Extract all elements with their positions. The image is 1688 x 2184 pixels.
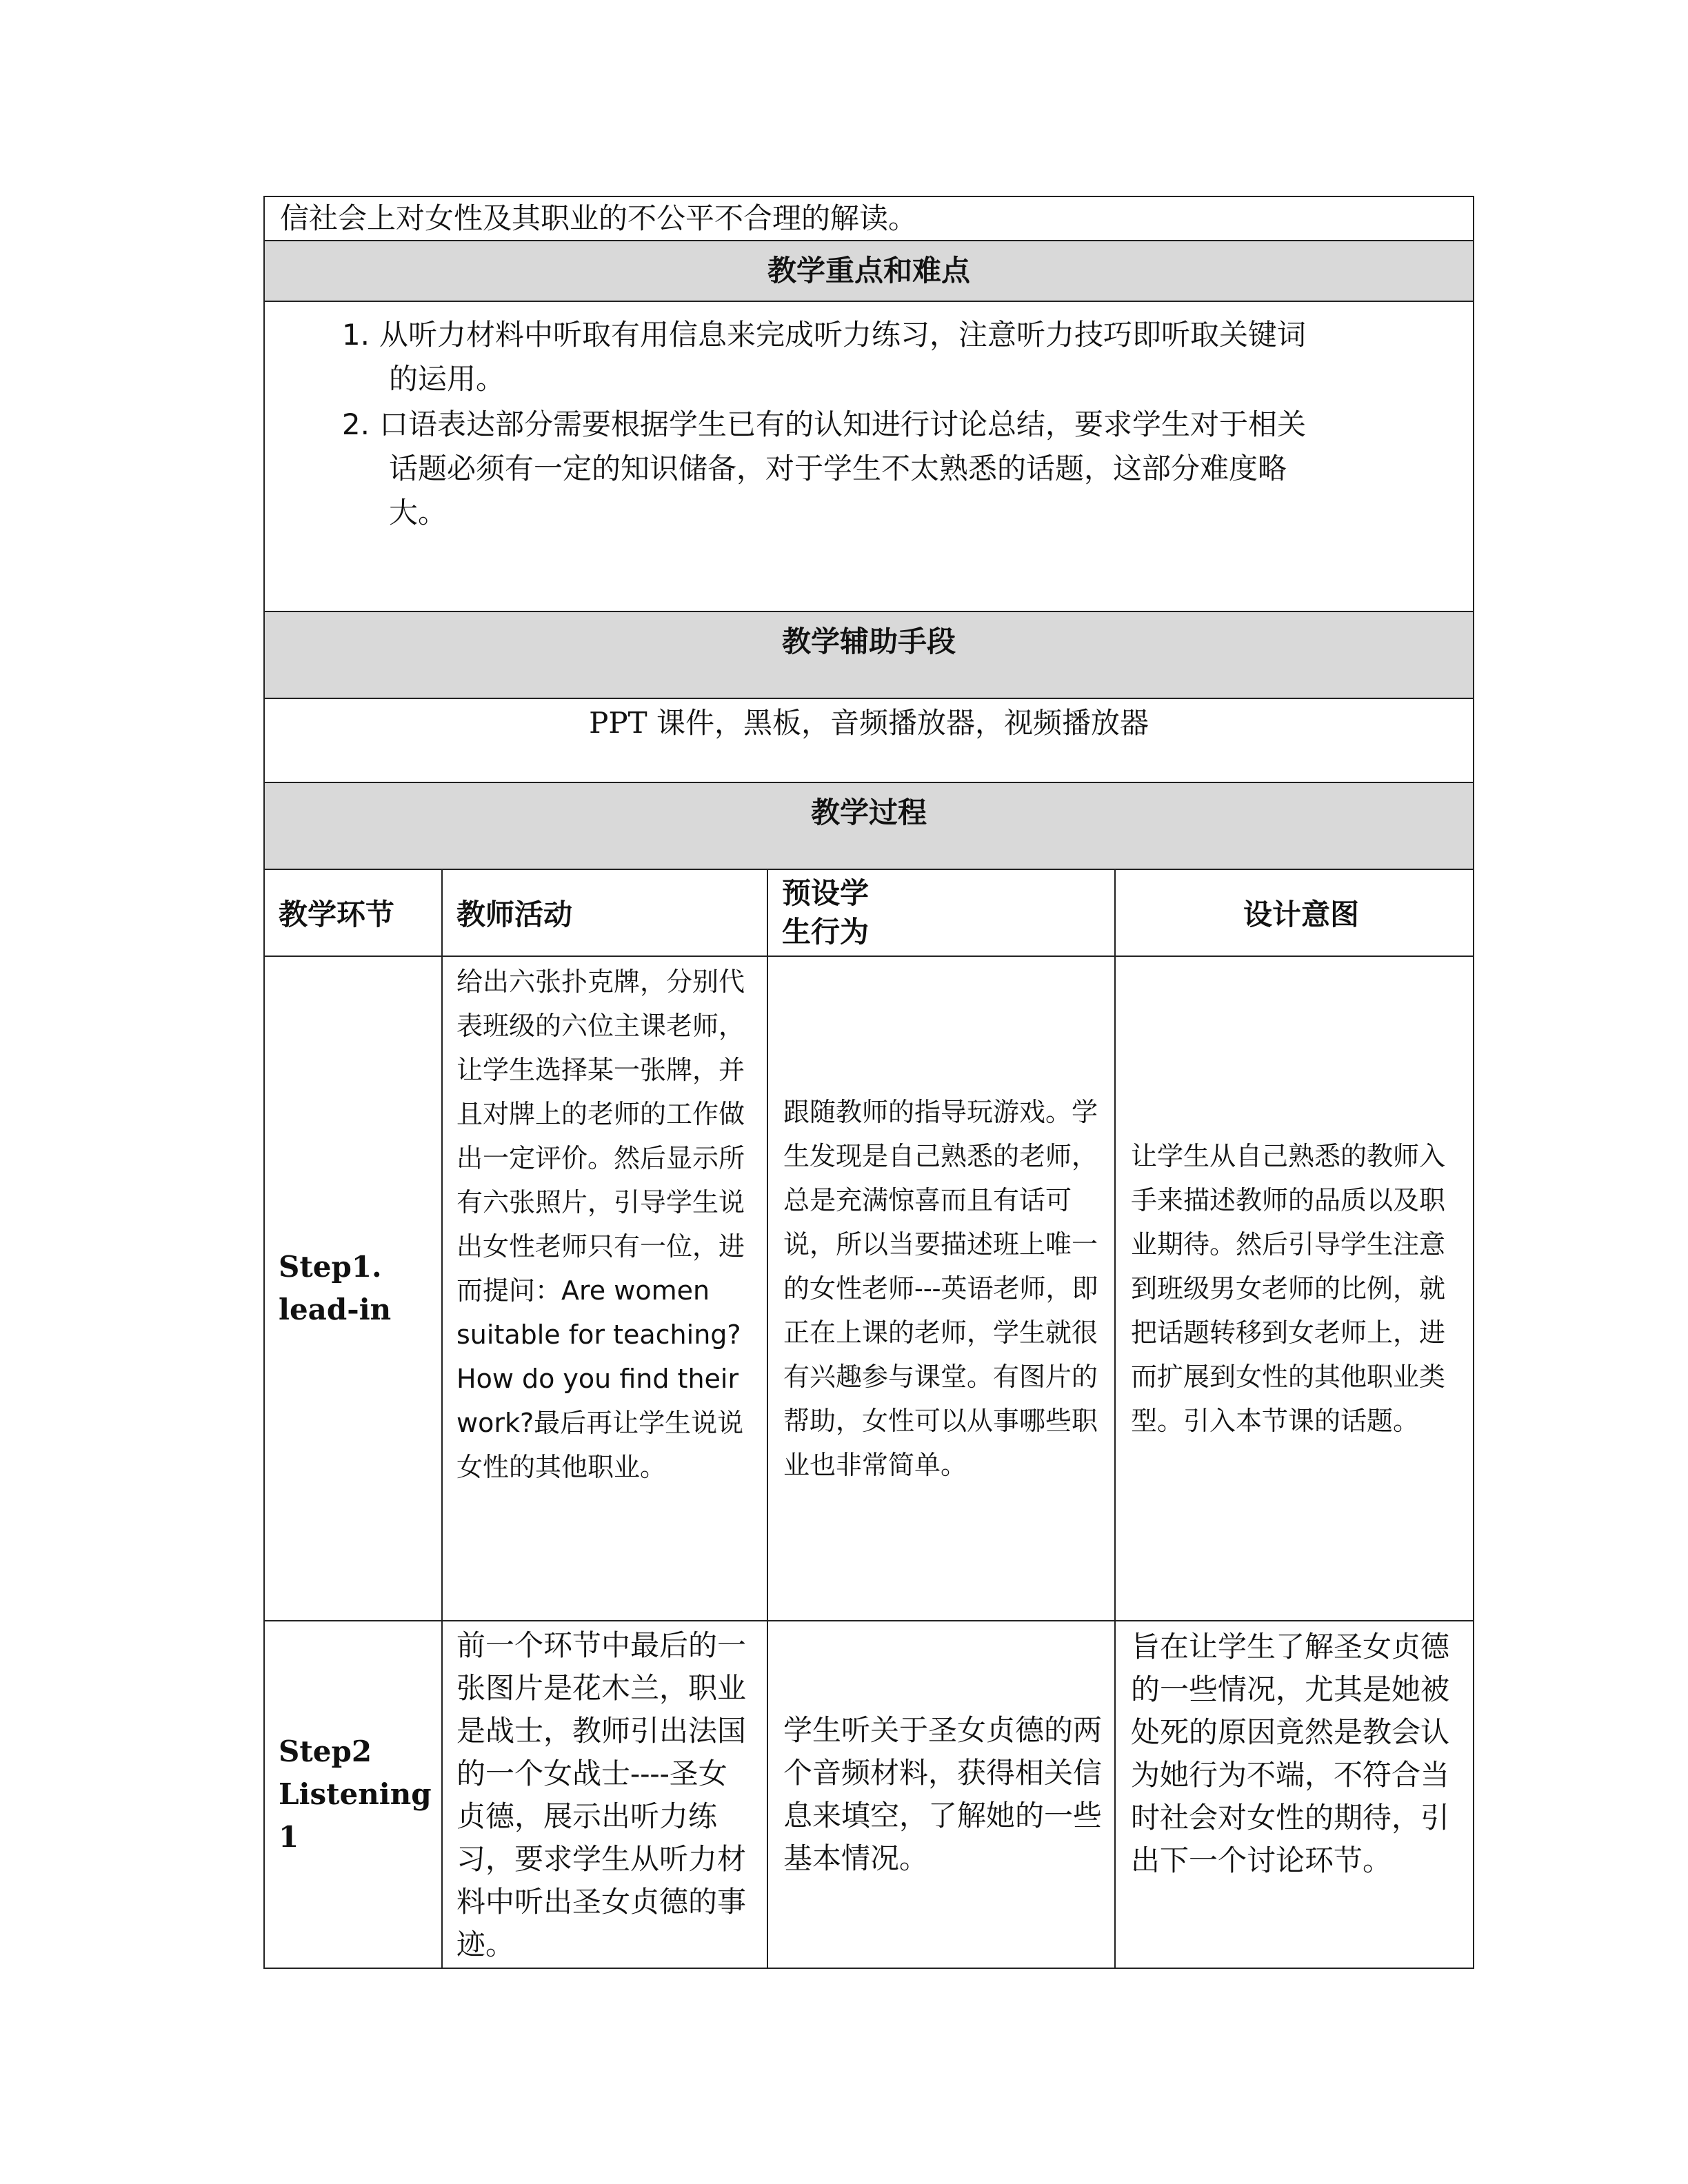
process-column-header-row: [264, 869, 1474, 956]
teacher-activity: [442, 956, 767, 1621]
difficulty-item-line: 话题必须有一定的知识储备，对于学生不太熟悉的话题，这部分难度略: [389, 452, 1287, 485]
process-heading: [264, 782, 1474, 869]
intro-row: [264, 196, 1474, 241]
intro-text: 信社会上对女性及其职业的不公平不合理的解读。: [264, 196, 1474, 241]
difficulty-item-line: 口语表达部分需要根据学生已有的认知进行讨论总结，要求学生对于相关: [379, 407, 1307, 441]
design-intent: 旨在让学生了解圣女贞德的一些情况，尤其是她被处死的原因竟然是教会认为她行为不端，不符合当时社会对女性的期待，引出下一个讨论环节。: [1115, 1621, 1474, 1968]
difficulty-item-line: 从听力材料中听取有用信息来完成听力练习，注意听力技巧即听取关键词: [379, 318, 1307, 352]
aids-heading: [264, 611, 1474, 698]
student-behavior: 跟随教师的指导玩游戏。学生发现是自己熟悉的老师，总是充满惊喜而且有话可说，所以当要描述班上唯一的女性老师---英语老师，即正在上课的老师，学生就很有兴趣参与课堂。有图片的帮助，女性可以从事哪些职业也非常简单。: [767, 956, 1115, 1621]
process-heading-row: [264, 782, 1474, 869]
student-behavior: 学生听关于圣女贞德的两个音频材料，获得相关信息来填空，了解她的一些基本情况。: [767, 1621, 1115, 1968]
difficulty-item-line: 的运用。: [389, 362, 505, 396]
teacher-activity-text: 给出六张扑克牌，分别代表班级的六位主课老师，让学生选择某一张牌，并且对牌上的老师的工作做出一定评价。然后显示所有六张照片，引导学生说出女性老师只有一位，进而提问：: [456, 967, 745, 1306]
column-header-stage: 教学环节: [264, 869, 442, 956]
table-row: [264, 1621, 1474, 1968]
design-intent: 让学生从自己熟悉的教师入手来描述教师的品质以及职业期待。然后引导学生注意到班级男女老师的比例，就把话题转移到女老师上，进而扩展到女性的其他职业类型。引入本节课的话题。: [1115, 956, 1474, 1621]
aids-content-row: [264, 698, 1474, 782]
step-label-line: Listening: [279, 1777, 432, 1811]
column-header-student: [767, 869, 1115, 956]
column-header-intent: 设计意图: [1115, 869, 1474, 956]
step-label-line: Step1.: [279, 1250, 382, 1284]
teacher-activity: 前一个环节中最后的一张图片是花木兰，职业是战士，教师引出法国的一个女战士----圣女贞德，展示出听力练习，要求学生从听力材料中听出圣女贞德的事迹。: [442, 1621, 767, 1968]
step-label-line: lead-in: [279, 1293, 392, 1326]
difficulty-item-number: 2.: [341, 407, 370, 441]
aids-heading-text: 教学辅助手段: [782, 625, 956, 658]
step-label-line: 1: [279, 1820, 299, 1854]
difficulty-item: [336, 403, 1431, 535]
difficulty-heading-row: [264, 241, 1474, 301]
lesson-plan-table: [263, 196, 1474, 1969]
difficulty-content-row: [264, 301, 1474, 611]
aids-heading-row: [264, 611, 1474, 698]
aids-content: PPT 课件，黑板，音频播放器，视频播放器: [264, 698, 1474, 782]
table-row: [264, 956, 1474, 1621]
step-label: [264, 956, 442, 1621]
difficulty-item-line: 大。: [389, 496, 448, 529]
process-heading-text: 教学过程: [811, 796, 927, 829]
column-header-teacher: 教师活动: [442, 869, 767, 956]
difficulty-item-number: 1.: [341, 318, 370, 352]
difficulty-item: [336, 313, 1431, 401]
teacher-activity-text-end: 最后再让学生说说女性的其他职业。: [456, 1408, 744, 1482]
difficulty-heading: 教学重点和难点: [264, 241, 1474, 301]
step-label: [264, 1621, 442, 1968]
column-header-student-line: 预设学: [782, 876, 870, 910]
difficulty-list: [264, 301, 1474, 611]
teacher-activity-question: Are women suitable for teaching? How do you find their work?: [456, 1275, 741, 1438]
step-label-line: Step2: [279, 1735, 372, 1768]
column-header-student-line: 生行为: [782, 915, 870, 949]
